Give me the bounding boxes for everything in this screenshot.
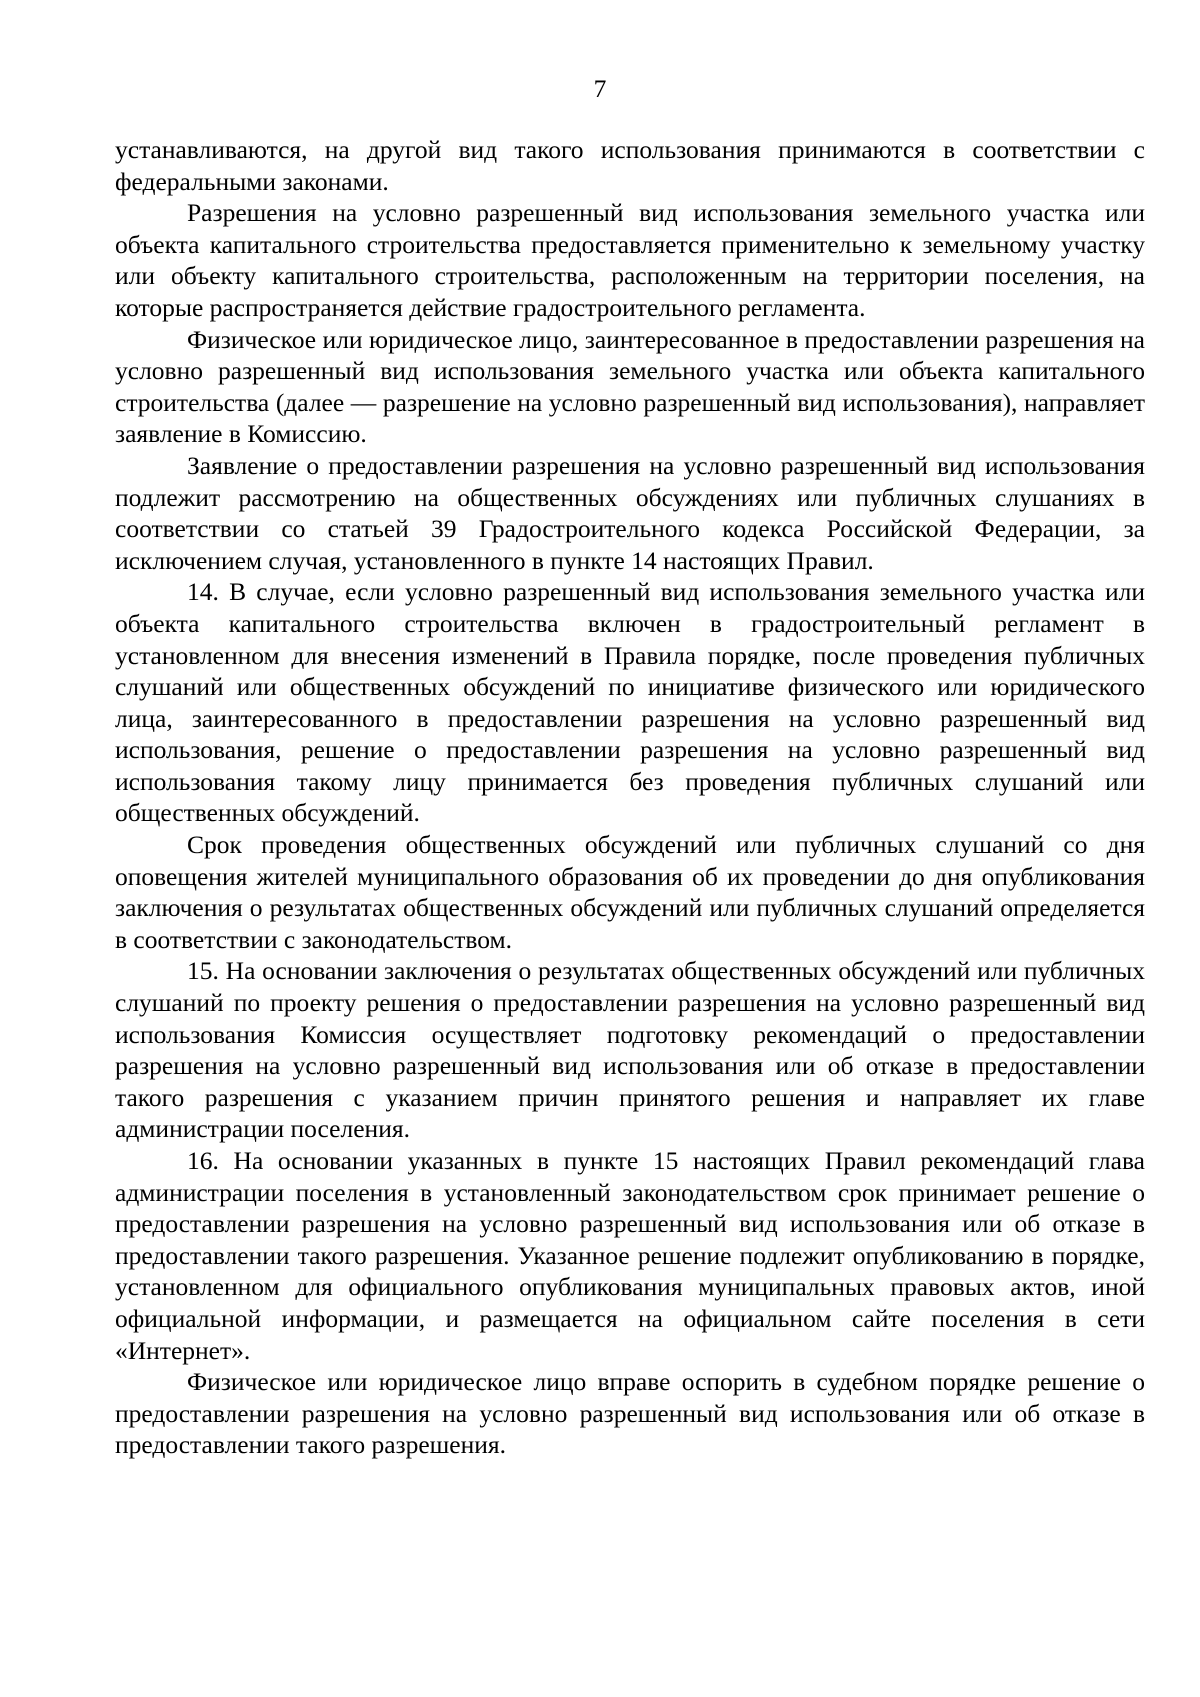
paragraph-item-14: 14. В случае, если условно разрешенный вид использования земельного участка или объекта капитального строительства включен в градостроительный регламент в установленном для внесения изменений в Правила порядке, после проведения публичных слушаний или общественных обсуждений по инициативе физического или юридического лица, заинтересованного в предоставлении разрешения на условно разрешенный вид использования, решение о предоставлении разрешения на условно разрешенный вид использования такому лицу принимается без проведения публичных слушаний или общественных обсуждений. bbox=[115, 577, 1145, 828]
paragraph-item-15: 15. На основании заключения о результатах общественных обсуждений или публичных слушаний по проекту решения о предоставлении разрешения на условно разрешенный вид использования Комиссия осуществляет подготовку рекомендаций о предоставлении разрешения на условно разрешенный вид использования или об отказе в предоставлении такого разрешения с указанием причин принятого решения и направляет их главе администрации поселения. bbox=[115, 956, 1145, 1144]
paragraph-permits-scope: Разрешения на условно разрешенный вид использования земельного участка или объекта капитального строительства предоставляется применительно к земельному участку или объекту капитального строительства, расположенным на территории поселения, на которые распространяется действие градостроительного регламента. bbox=[115, 198, 1145, 322]
paragraph-hearing-period: Срок проведения общественных обсуждений или публичных слушаний со дня оповещения жителей муниципального образования об их проведении до дня опубликования заключения о результатах общественных обсуждений или публичных слушаний определяется в соответствии с законодательством. bbox=[115, 830, 1145, 954]
paragraph-item-16: 16. На основании указанных в пункте 15 настоящих Правил рекомендаций глава администрации поселения в установленный законодательством срок принимает решение о предоставлении разрешения на условно разрешенный вид использования или об отказе в предоставлении такого разрешения. Указанное решение подлежит опубликованию в порядке, установленном для официального опубликования муниципальных правовых актов, иной официальной информации, и размещается на официальном сайте поселения в сети «Интернет». bbox=[115, 1146, 1145, 1365]
paragraph-application-review: Заявление о предоставлении разрешения на условно разрешенный вид использования подлежит рассмотрению на общественных обсуждениях или публичных слушаниях в соответствии со статьей 39 Градостроительного кодекса Российской Федерации, за исключением случая, установленного в пункте 14 настоящих Правил. bbox=[115, 450, 1145, 575]
page-number: 7 bbox=[593, 74, 607, 103]
paragraph-continuation: устанавливаются, на другой вид такого использования принимаются в соответствии с федеральными законами. bbox=[115, 135, 1145, 196]
paragraph-application-submission: Физическое или юридическое лицо, заинтересованное в предоставлении разрешения на условно разрешенный вид использования земельного участка или объекта капитального строительства (далее — разрешение на условно разрешенный вид использования), направляет заявление в Комиссию. bbox=[115, 324, 1145, 449]
document-body bbox=[115, 134, 1145, 1461]
paragraph-appeal-right: Физическое или юридическое лицо вправе оспорить в судебном порядке решение о предоставлении разрешения на условно разрешенный вид использования или об отказе в предоставлении такого разрешения. bbox=[115, 1367, 1145, 1460]
